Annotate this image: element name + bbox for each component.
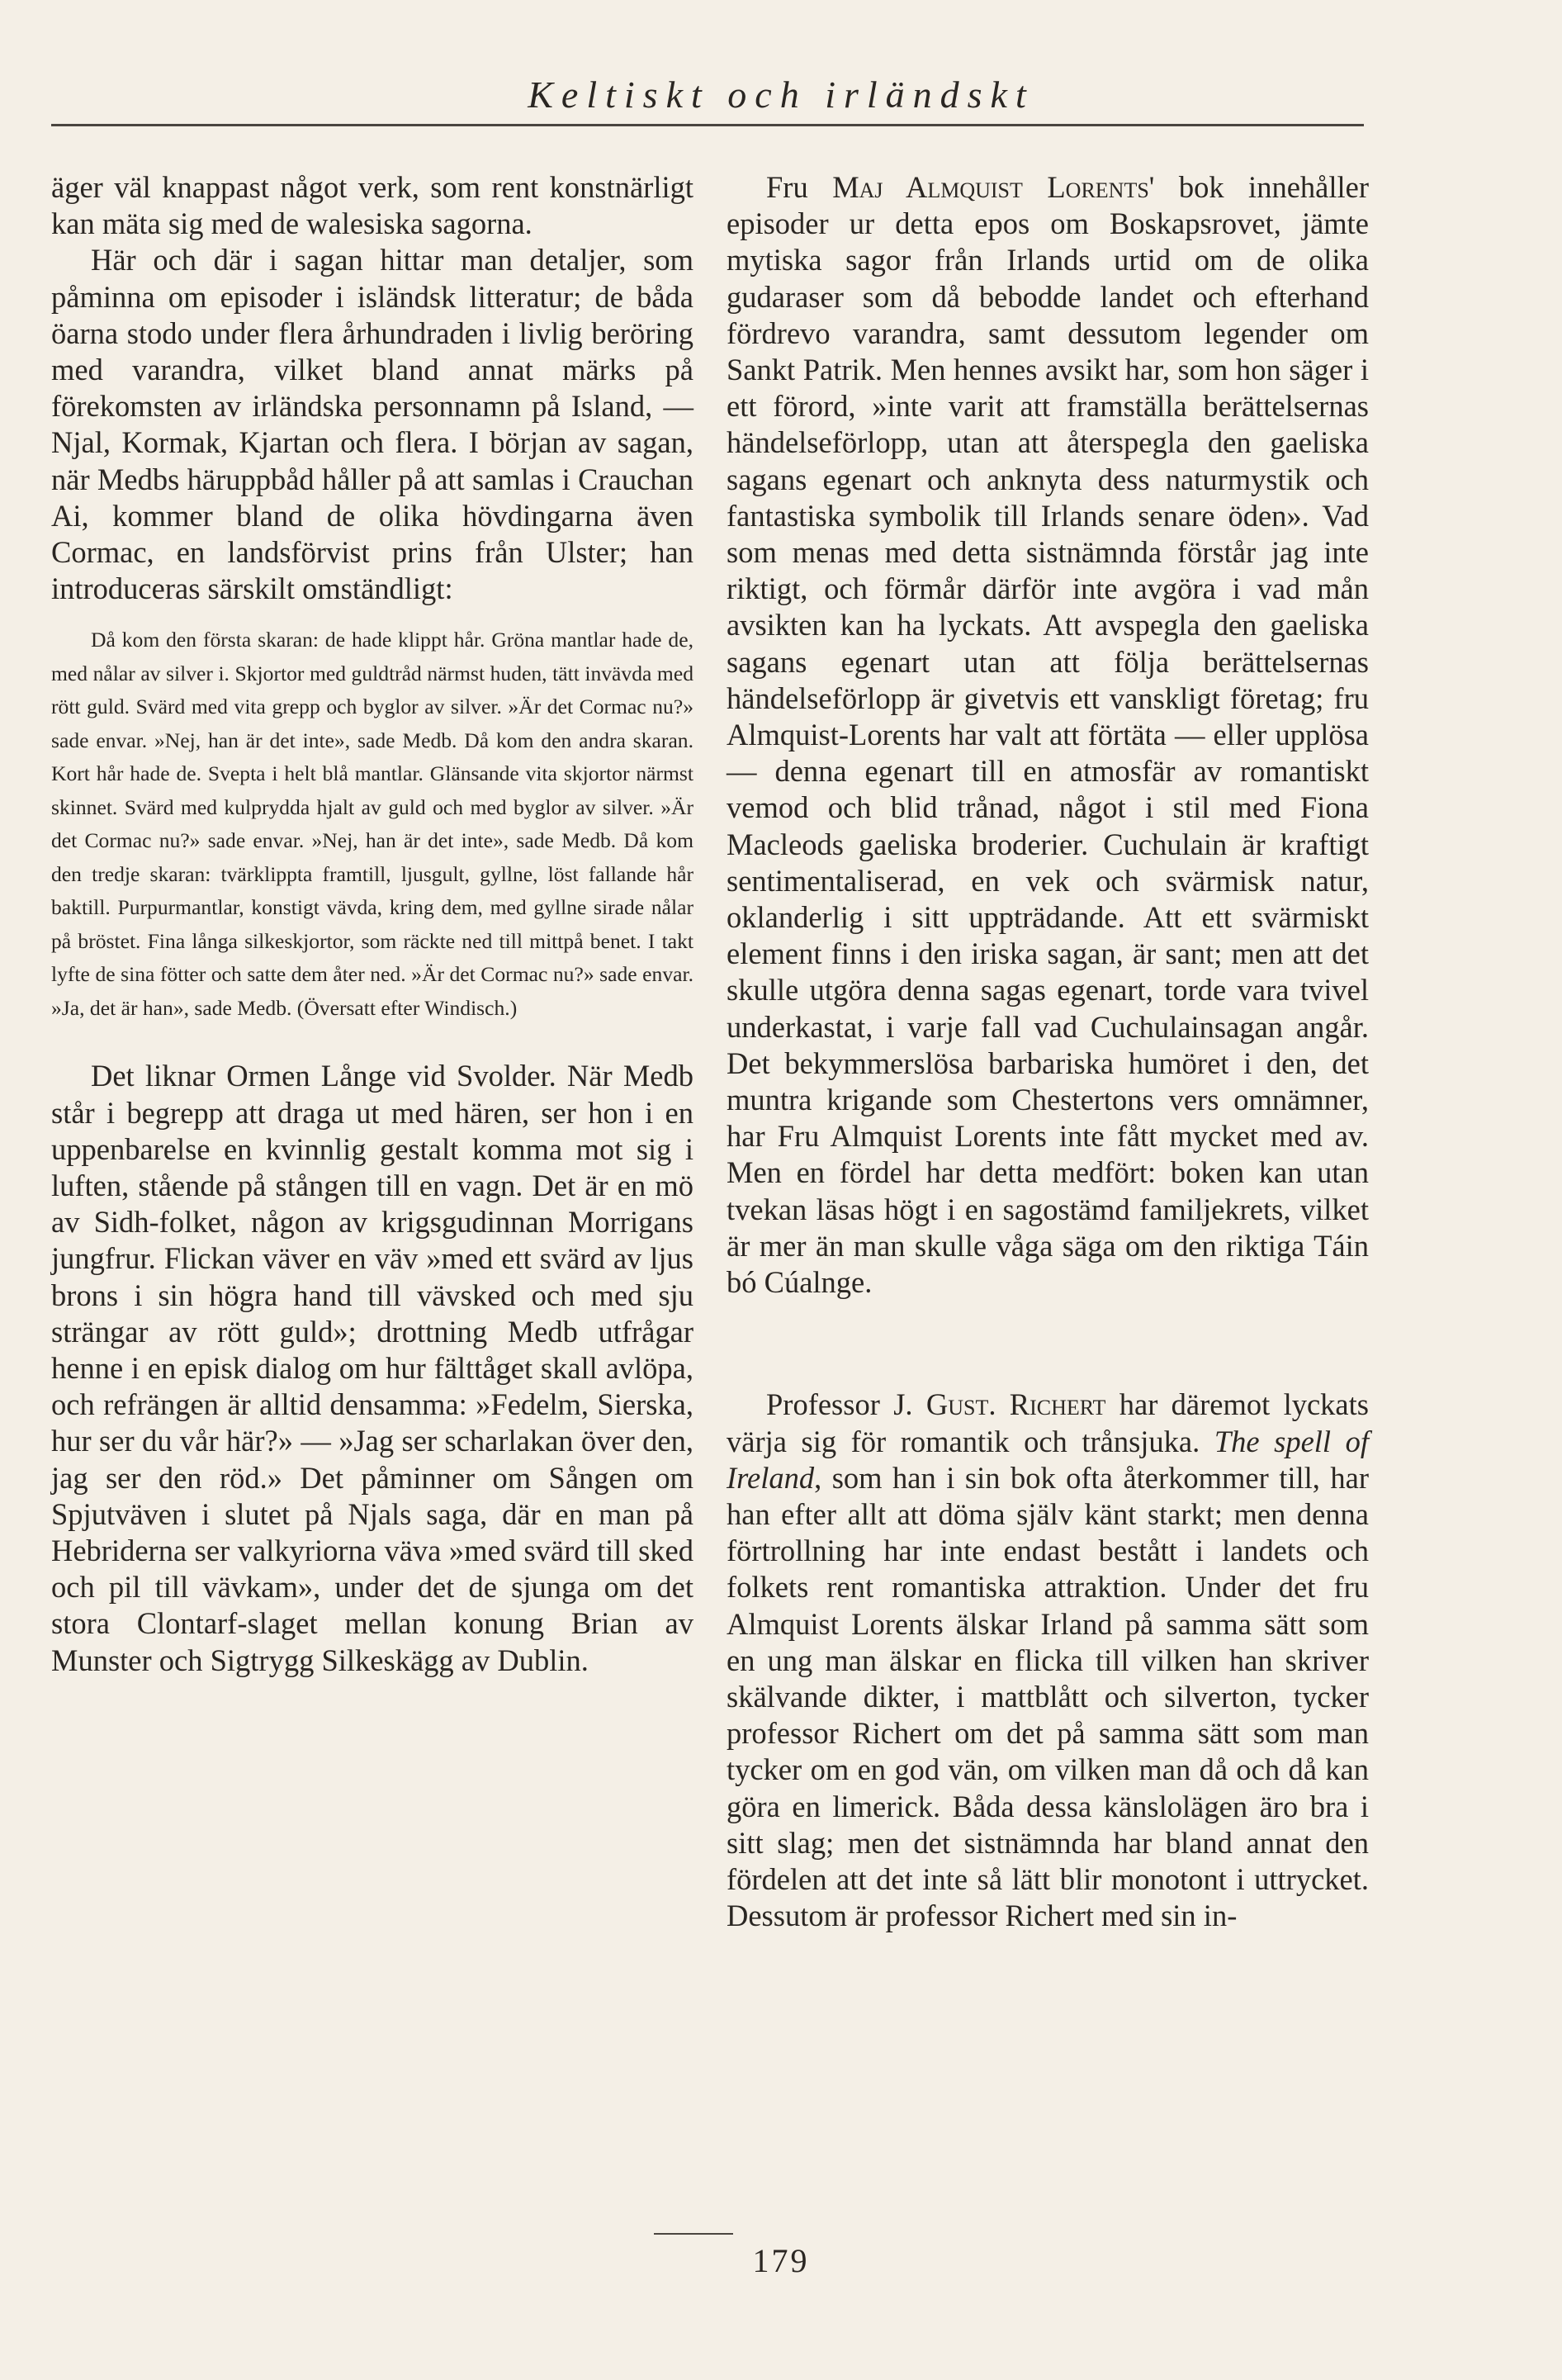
left-column — [51, 169, 693, 1679]
author-name: Maj Almquist Lorents — [832, 170, 1149, 204]
page-number: 179 — [752, 2242, 810, 2279]
block-quote: Då kom den första skaran: de hade klippt hår. Gröna mantlar hade de, med nålar av silver i. Skjortor med guldtråd närmst huden, tätt invävda med rött guld. Svärd med vita grepp och byglor av silver. »Är det Cormac nu?» sade envar. »Nej, han är det inte», sade Medb. Då kom den andra skaran. Kort hår hade de. Svepta i helt blå mantlar. Glänsande vita skjortor närmst skinnet. Svärd med kulprydda hjalt av guld och med byglor av silver. »Är det Cormac nu?» sade envar. »Nej, han är det inte», sade Medb. Då kom den tredje skaran: tvärklippta framtill, ljusgult, gyllne, löst fallande hår baktill. Purpurmantlar, konstigt vävda, kring dem, med gyllne sirade nålar på bröstet. Fina långa silkeskjortor, som räckte ned till mittpå benet. I takt lyfte de sina fötter och satte dem åter ned. »Är det Cormac nu?» sade envar. »Ja, det är han», sade Medb. (Översatt efter Windisch.) — [51, 628, 693, 1020]
footer-rule — [654, 2233, 733, 2235]
paragraph-lead: Professor J. — [766, 1387, 926, 1422]
running-header: Keltiskt och irländskt — [528, 73, 1034, 116]
header-rule — [51, 124, 1364, 126]
right-paragraph-2 — [727, 1387, 1369, 1934]
left-paragraph-2: Här och där i sagan hittar man detaljer, som påminna om episoder i isländsk litteratur; de båda öarna stodo under flera århundraden i livlig beröring med varandra, vilket bland annat märks på förekomsten av irländska personnamn på Island, — Njal, Kormak, Kjartan och flera. I början av sagan, när Medbs häruppbåd håller på att samlas i Crauchan Ai, kommer bland de olika hövdingarna även Cormac, en landsförvist prins från Ulster; han introduceras särskilt omständligt: — [51, 243, 693, 606]
right-paragraph-1 — [727, 169, 1369, 1301]
book-title: The spell of Ireland — [727, 1424, 1370, 1495]
paragraph-lead: Fru — [766, 170, 833, 204]
left-paragraph-1: äger väl knappast något verk, som rent konstnärligt kan mäta sig med de walesiska sagorna. — [51, 170, 693, 241]
author-name: Gust. Richert — [925, 1387, 1106, 1422]
paragraph-text: ' bok innehåller episoder ur detta epos om Boskapsrovet, jämte mytiska sagor från Irlands urtid om de olika gudaraser som då bebodde landet och efterhand fördrevo varandra, samt dessutom legender om Sankt Patrik. Men hennes avsikt har, som hon säger i ett förord, »inte varit att framställa berättelsernas händelseförlopp, utan att återspegla den gaeliska sagans egenart och anknyta dess naturmystik och fantastiska symbolik till Irlands senare öden». Vad som menas med detta sistnämnda förstår jag inte riktigt, och förmår därför inte avgöra i vad mån avsikten kan ha lyckats. Att avspegla den gaeliska sagans egenart utan att följa berättelsernas händelseförlopp är givetvis ett vanskligt företag; fru Almquist-Lorents har valt att förtäta — eller upplösa — denna egenart till en atmosfär av romantiskt vemod och blid trånad, något i stil med Fiona Macleods gaeliska broderier. Cuchulain är kraftigt sentimentaliserad, en vek och svärmisk natur, oklanderlig i sitt uppträdande. Att ett svärmiskt element finns i den iriska sagan, är sant; men att det skulle utgöra denna sagas egenart, torde vara tvivel underkastat, i varje fall vad Cuchulainsagan angår. Det bekymmerslösa barbariska humöret i den, det muntra krigande som Chestertons vers omnämner, har Fru Almquist Lorents inte fått mycket med av. Men en fördel har detta medfört: boken kan utan tvekan läsas högt i en sagostämd familjekrets, vilket är mer än man skulle våga säga om den riktiga Táin bó Cúalnge. — [727, 170, 1369, 1300]
left-paragraph-3: Det liknar Ormen Långe vid Svolder. När Medb står i begrepp att draga ut med hären, ser hon i en uppenbarelse en kvinnlig gestalt komma mot sig i luften, stående på stången till en vagn. Det är en mö av Sidh-folket, någon av krigsgudinnan Morrigans jungfrur. Flickan väver en väv »med ett svärd av ljus brons i sin högra hand till vävsked och med sju strängar av rött guld»; drottning Medb utfrågar henne i en episk dialog om hur fälttåget skall avlöpa, och refrängen är alltid densamma: »Fedelm, Sierska, hur ser du vår här?» — »Jag ser scharlakan över den, jag ser den röd.» Det påminner om Sången om Spjutväven i slutet på Njals saga, där en man på Hebriderna ser valkyriorna väva »med svärd till sked och pil till vävkam», under det de sjunga om det stora Clontarf-slaget mellan konung Brian av Munster och Sigtrygg Silkeskägg av Dublin. — [51, 1059, 693, 1677]
paragraph-text: har däremot lyckats värja sig för romantik och trånsjuka. — [727, 1387, 1369, 1458]
paragraph-text: , som han i sin bok ofta återkommer till, har han efter allt att döma själv känt starkt; men denna förtrollning har inte endast bestått i landets och folkets rent romantiska attraktion. Under det fru Almquist Lorents älskar Irland på samma sätt som en ung man älskar en flicka till vilken han skriver skälvande dikter, i mattblått och silverton, tycker professor Richert om det på samma sätt som man tycker om en god vän, om vilken man då och då kan göra en limerick. Båda dessa känslolägen äro bra i sitt slag; men det sistnämnda har bland annat den fördelen att det inte så lätt blir monotont i uttrycket. Dessutom är professor Richert med sin in- — [727, 1460, 1369, 1933]
right-column — [727, 169, 1369, 1934]
